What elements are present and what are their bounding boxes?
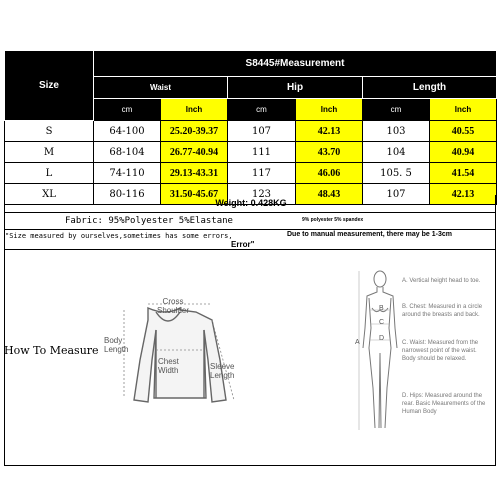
hip-inch-cell: 43.70 — [296, 142, 363, 163]
waist-inch-cell: 29.13-43.31 — [161, 163, 228, 184]
body-note-b: B. Chest: Measured in a circle around the breasts and back. — [402, 304, 483, 318]
chest-width-label: Chest Width — [158, 357, 179, 375]
unit-inch: Inch — [430, 99, 497, 121]
length-cm-cell: 104 — [363, 142, 430, 163]
body-note-d: D. Hips: Measured around the rear. Basic Meaurements of the Human Body — [402, 393, 486, 415]
length-cm-cell: 107 — [363, 184, 430, 205]
weight-row — [4, 195, 496, 213]
length-inch-cell: 40.94 — [430, 142, 497, 163]
length-inch-cell: 40.55 — [430, 121, 497, 142]
waist-inch-cell: 31.50-45.67 — [161, 184, 228, 205]
hip-inch-cell: 48.43 — [296, 184, 363, 205]
table-row — [5, 163, 497, 184]
note-right-text: Due to manual measurement, there may be 1-3cm — [287, 231, 452, 238]
table-row — [5, 121, 497, 142]
waist-cm-cell: 68-104 — [94, 142, 161, 163]
how-to-measure-title: How To Measure — [4, 344, 99, 357]
unit-inch: Inch — [161, 99, 228, 121]
waist-header: Waist — [94, 77, 228, 99]
length-inch-cell: 42.13 — [430, 184, 497, 205]
waist-inch-cell: 26.77-40.94 — [161, 142, 228, 163]
size-cell: S — [5, 121, 94, 142]
waist-cm-cell: 80-116 — [94, 184, 161, 205]
waist-inch-cell: 25.20-39.37 — [161, 121, 228, 142]
size-chart-table — [4, 50, 497, 205]
size-cell: XL — [5, 184, 94, 205]
unit-cm: cm — [228, 99, 296, 121]
hip-cm-cell: 107 — [228, 121, 296, 142]
length-cm-cell: 105. 5 — [363, 163, 430, 184]
fabric-text: Fabric: 95%Polyester 5%Elastane — [65, 216, 233, 226]
size-cell: M — [5, 142, 94, 163]
body-letter-b: B — [379, 305, 384, 312]
note-left-text: "Size measured by ourselves,sometimes has some errors, — [5, 232, 233, 240]
unit-cm: cm — [363, 99, 430, 121]
fabric-row — [4, 213, 496, 230]
body-letter-c: C — [379, 319, 385, 326]
sleeve-length-label: Sleeve Length — [210, 362, 235, 380]
length-header: Length — [363, 77, 497, 99]
body-note-a: A. Vertical height head to toe. — [402, 278, 481, 284]
unit-inch: Inch — [296, 99, 363, 121]
hip-cm-cell: 123 — [228, 184, 296, 205]
hip-cm-cell: 117 — [228, 163, 296, 184]
note-row — [4, 230, 496, 250]
size-cell: L — [5, 163, 94, 184]
waist-cm-cell: 74-110 — [94, 163, 161, 184]
hip-inch-cell: 42.13 — [296, 121, 363, 142]
waist-cm-cell: 64-100 — [94, 121, 161, 142]
length-inch-cell: 41.54 — [430, 163, 497, 184]
note-error-text: Error" — [231, 240, 255, 249]
hip-cm-cell: 111 — [228, 142, 296, 163]
fabric-small-text: 9% polyester 5% spandex — [302, 217, 364, 223]
cross-shoulder-label: Cross Shoulder — [156, 297, 190, 315]
table-row — [5, 142, 497, 163]
hip-header: Hip — [228, 77, 363, 99]
size-header: Size — [5, 51, 94, 121]
body-diagram — [355, 268, 405, 433]
body-note-c: C. Waist: Measured from the narrowest point of the waist. Body should be relaxed. — [402, 340, 479, 362]
weight-text: Weight: 0.428KG — [215, 198, 287, 208]
measurement-title: S8445#Measurement — [94, 51, 497, 77]
body-letter-a: A — [355, 339, 360, 346]
unit-cm: cm — [94, 99, 161, 121]
body-length-label: Body Length — [104, 336, 129, 354]
hip-inch-cell: 46.06 — [296, 163, 363, 184]
length-cm-cell: 103 — [363, 121, 430, 142]
body-letter-d: D — [379, 335, 385, 342]
